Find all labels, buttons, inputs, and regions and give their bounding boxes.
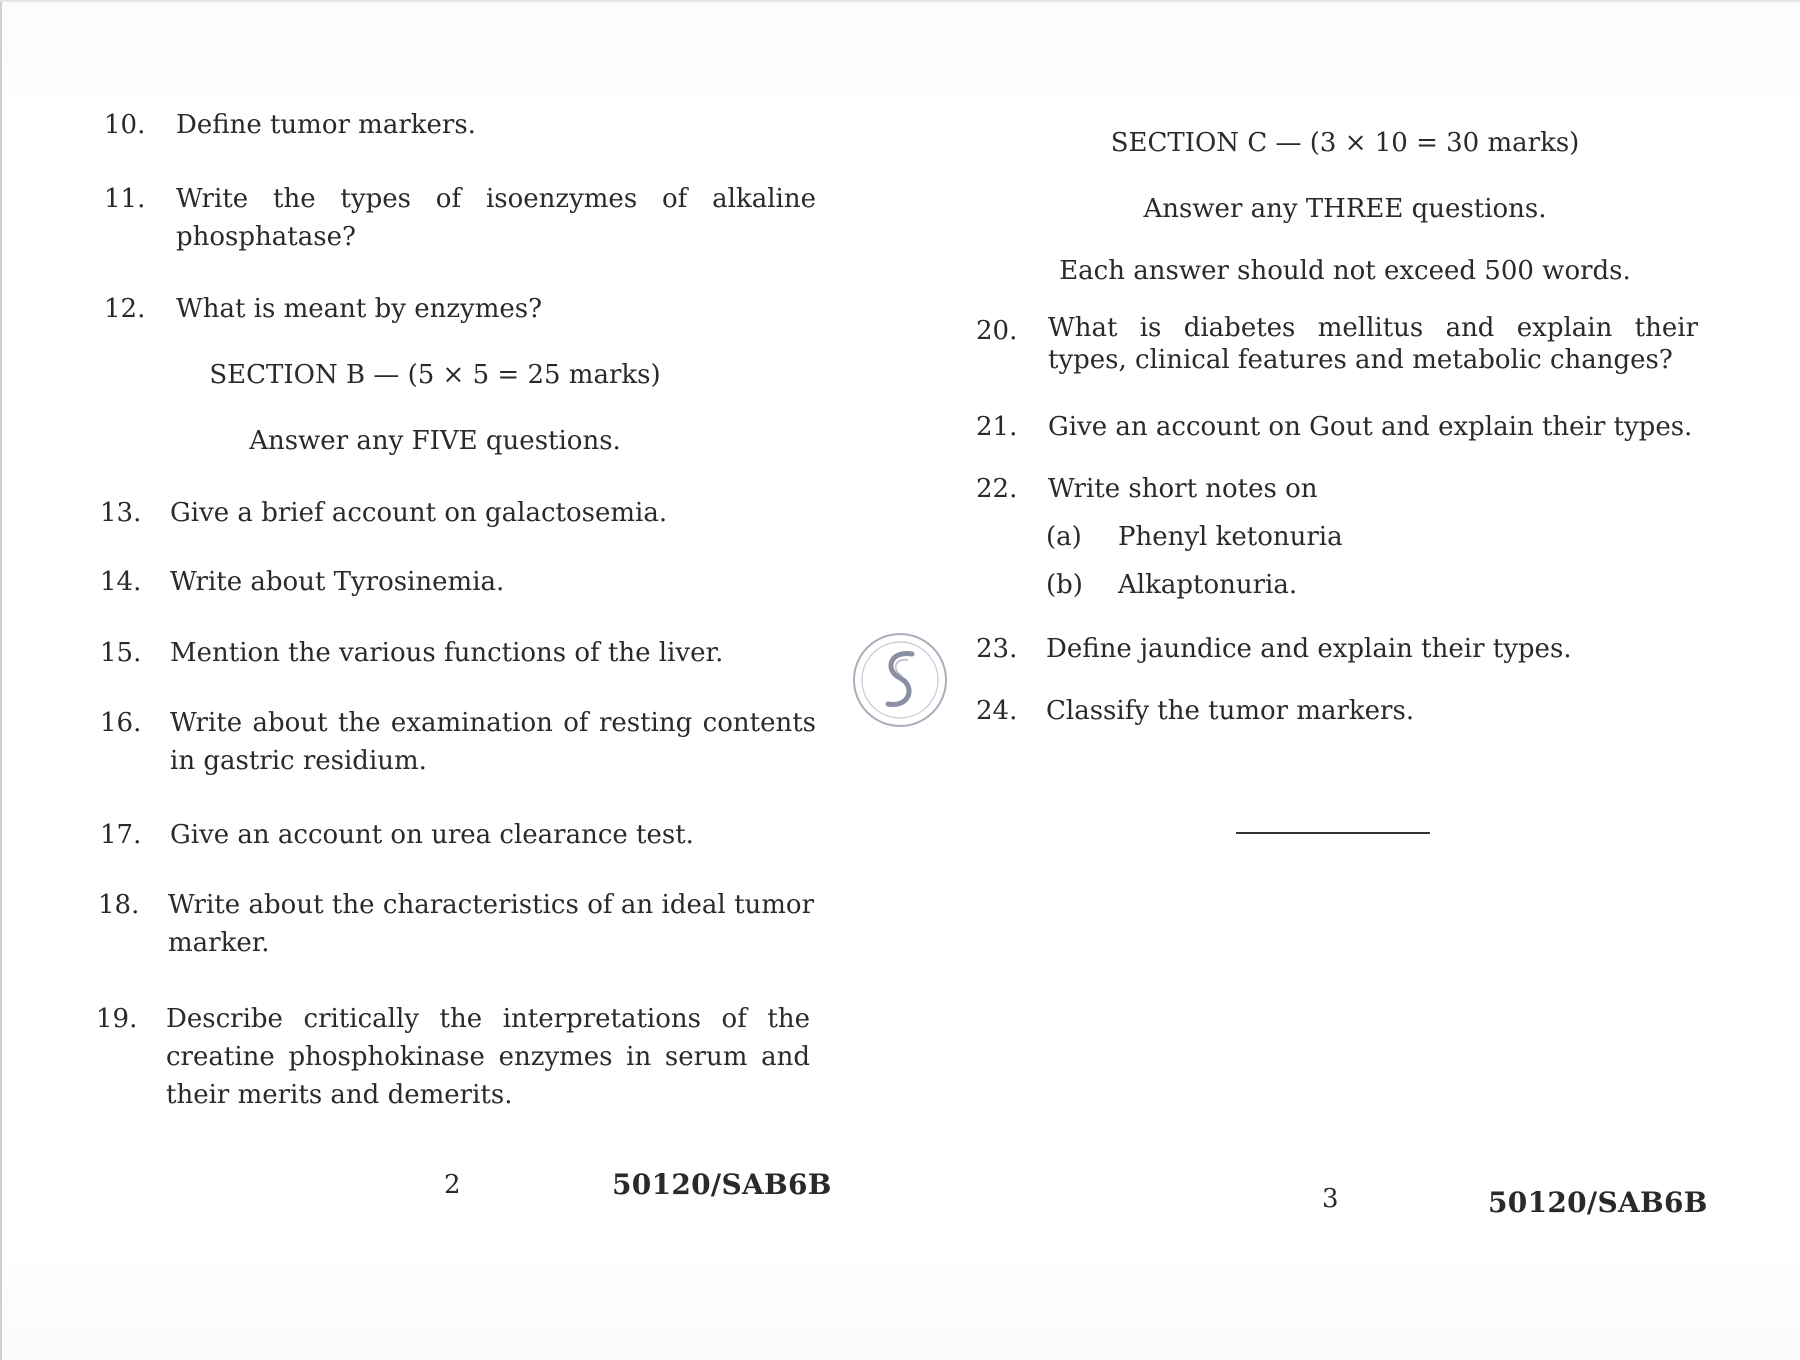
page-top-edge xyxy=(0,0,1800,2)
part-label: (a) xyxy=(1046,522,1082,552)
page-left-edge xyxy=(0,0,2,1360)
question-text: Write about the examination of resting contents in gastric residium. xyxy=(170,708,816,776)
question-text: Define tumor markers. xyxy=(176,110,476,140)
paper-code: 50120/SAB6B xyxy=(612,1168,832,1201)
question-text: Classify the tumor markers. xyxy=(1046,696,1415,726)
question-number: 16. xyxy=(100,708,142,738)
question-number: 14. xyxy=(100,567,142,597)
end-rule xyxy=(1236,832,1430,834)
part-text: Phenyl ketonuria xyxy=(1118,522,1343,552)
question-number: 10. xyxy=(104,110,146,140)
question-number: 21. xyxy=(976,412,1018,442)
question-number: 23. xyxy=(976,634,1018,664)
question-number: 22. xyxy=(976,474,1018,504)
question-text: Write about the characteristics of an ideal tumor marker. xyxy=(168,890,814,958)
question-text: Give an account on Gout and explain their types. xyxy=(1048,412,1693,442)
question-text: Write about Tyrosinemia. xyxy=(170,567,505,597)
section-b-instruction: Answer any FIVE questions. xyxy=(249,426,621,456)
part-text: Alkaptonuria. xyxy=(1118,570,1298,600)
question-text: What is meant by enzymes? xyxy=(176,294,543,324)
question-number: 13. xyxy=(100,498,142,528)
question-number: 24. xyxy=(976,696,1018,726)
question-number: 15. xyxy=(100,638,142,668)
page-number: 3 xyxy=(1322,1184,1339,1214)
question-number: 20. xyxy=(976,316,1018,346)
section-c-heading: SECTION C — (3 × 10 = 30 marks) xyxy=(1110,128,1580,158)
question-number: 19. xyxy=(96,1004,138,1034)
question-number: 12. xyxy=(104,294,146,324)
page-number: 2 xyxy=(444,1170,461,1200)
paper-code: 50120/SAB6B xyxy=(1488,1186,1708,1219)
question-text: Describe critically the interpretations of the creatine phosphokinase enzymes in serum and their merits and demerits. xyxy=(166,1004,810,1110)
question-text: What is diabetes mellitus and explain their types, clinical features and metabolic changes? xyxy=(1048,313,1698,375)
part-label: (b) xyxy=(1046,570,1083,600)
question-text: Give an account on urea clearance test. xyxy=(170,820,694,850)
institution-seal-icon xyxy=(850,630,950,730)
question-text: Give a brief account on galactosemia. xyxy=(170,498,668,528)
question-number: 11. xyxy=(104,184,146,214)
question-text: Define jaundice and explain their types. xyxy=(1046,634,1572,664)
section-c-word-limit: Each answer should not exceed 500 words. xyxy=(1059,256,1631,286)
section-b-heading: SECTION B — (5 × 5 = 25 marks) xyxy=(209,360,661,390)
question-number: 18. xyxy=(98,890,140,920)
question-text: Write the types of isoenzymes of alkaline phosphatase? xyxy=(176,184,816,252)
question-number: 17. xyxy=(100,820,142,850)
question-text: Mention the various functions of the liver. xyxy=(170,638,724,668)
question-text: Write short notes on xyxy=(1048,474,1318,504)
section-c-instruction: Answer any THREE questions. xyxy=(1143,194,1547,224)
